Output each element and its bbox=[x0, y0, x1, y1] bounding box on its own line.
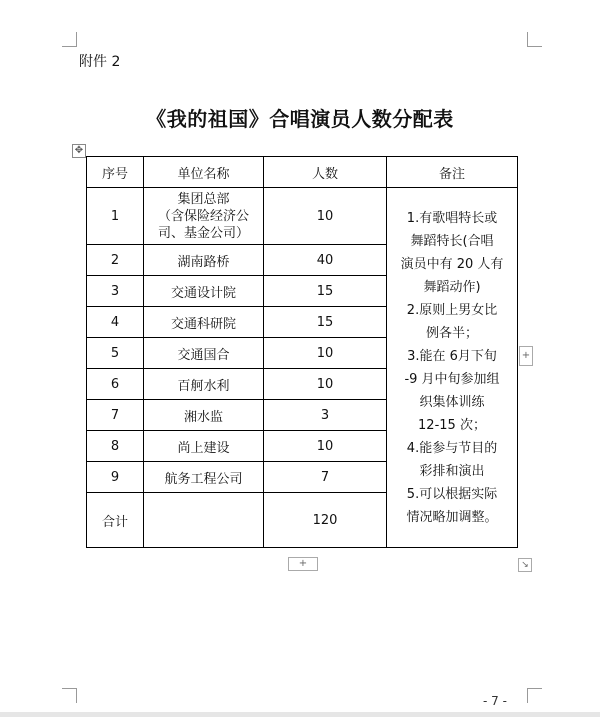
note-line: 4.能参与节目的 bbox=[406, 440, 498, 456]
row-count: 10 bbox=[264, 431, 387, 462]
row-count: 10 bbox=[264, 369, 387, 400]
row-no: 4 bbox=[87, 307, 144, 338]
note-line: 织集体训练 bbox=[419, 394, 485, 410]
row-unit bbox=[144, 188, 264, 245]
note-line: 舞蹈特长(合唱 bbox=[410, 233, 494, 249]
page-corner-mark-top-left bbox=[62, 32, 77, 47]
note-line: 1.有歌唱特长或 bbox=[406, 210, 498, 226]
unit-line: 集团总部 bbox=[177, 191, 230, 207]
row-count: 10 bbox=[264, 338, 387, 369]
header-no: 序号 bbox=[87, 157, 144, 188]
note-line: 5.可以根据实际 bbox=[406, 486, 498, 502]
row-count: 40 bbox=[264, 245, 387, 276]
page-corner-mark-bottom-left bbox=[62, 688, 77, 703]
row-unit: 航务工程公司 bbox=[144, 462, 264, 493]
notes-cell bbox=[387, 188, 518, 548]
row-count: 7 bbox=[264, 462, 387, 493]
total-unit bbox=[144, 493, 264, 548]
row-count: 15 bbox=[264, 307, 387, 338]
unit-line: 司、基金公司） bbox=[157, 225, 249, 241]
row-no: 3 bbox=[87, 276, 144, 307]
note-line: 12-15 次； bbox=[418, 417, 486, 433]
note-line: 例各半； bbox=[425, 325, 478, 341]
row-unit: 尚上建设 bbox=[144, 431, 264, 462]
row-unit: 交通国合 bbox=[144, 338, 264, 369]
page-number: - 7 - bbox=[483, 694, 507, 708]
table-header-row bbox=[87, 157, 518, 188]
row-no: 5 bbox=[87, 338, 144, 369]
row-count: 3 bbox=[264, 400, 387, 431]
attachment-label: 附件 2 bbox=[79, 54, 121, 70]
row-unit: 湘水监 bbox=[144, 400, 264, 431]
table-move-handle-icon[interactable]: ✥ bbox=[72, 144, 86, 158]
note-line: 舞蹈动作) bbox=[423, 279, 481, 295]
header-count: 人数 bbox=[264, 157, 387, 188]
row-no: 7 bbox=[87, 400, 144, 431]
add-column-button[interactable]: + bbox=[288, 557, 318, 571]
row-unit: 交通科研院 bbox=[144, 307, 264, 338]
row-count: 15 bbox=[264, 276, 387, 307]
row-unit: 百舸水利 bbox=[144, 369, 264, 400]
note-line: 3.能在 6月下旬 bbox=[407, 348, 497, 364]
note-line: 情况略加调整。 bbox=[406, 509, 498, 525]
row-unit: 湖南路桥 bbox=[144, 245, 264, 276]
row-count: 10 bbox=[264, 188, 387, 245]
add-row-button[interactable]: + bbox=[519, 346, 533, 366]
row-no: 1 bbox=[87, 188, 144, 245]
page-corner-mark-bottom-right bbox=[527, 688, 542, 703]
note-line: 彩排和演出 bbox=[419, 463, 485, 479]
row-no: 8 bbox=[87, 431, 144, 462]
total-count: 120 bbox=[264, 493, 387, 548]
header-unit: 单位名称 bbox=[144, 157, 264, 188]
page-bottom-edge bbox=[0, 712, 600, 717]
row-no: 9 bbox=[87, 462, 144, 493]
table-row bbox=[87, 188, 518, 245]
page-title: 《我的祖国》合唱演员人数分配表 bbox=[146, 107, 454, 131]
row-unit: 交通设计院 bbox=[144, 276, 264, 307]
unit-line: （含保险经济公 bbox=[157, 208, 249, 224]
note-line: 演员中有 20 人有 bbox=[400, 256, 504, 272]
header-notes: 备注 bbox=[387, 157, 518, 188]
row-no: 2 bbox=[87, 245, 144, 276]
note-line: 2.原则上男女比 bbox=[406, 302, 498, 318]
row-no: 6 bbox=[87, 369, 144, 400]
performer-allocation-table bbox=[86, 156, 518, 548]
page-corner-mark-top-right bbox=[527, 32, 542, 47]
note-line: -9 月中旬参加组 bbox=[404, 371, 500, 387]
total-label: 合计 bbox=[87, 493, 144, 548]
table-resize-handle-icon[interactable]: ↘ bbox=[518, 558, 532, 572]
